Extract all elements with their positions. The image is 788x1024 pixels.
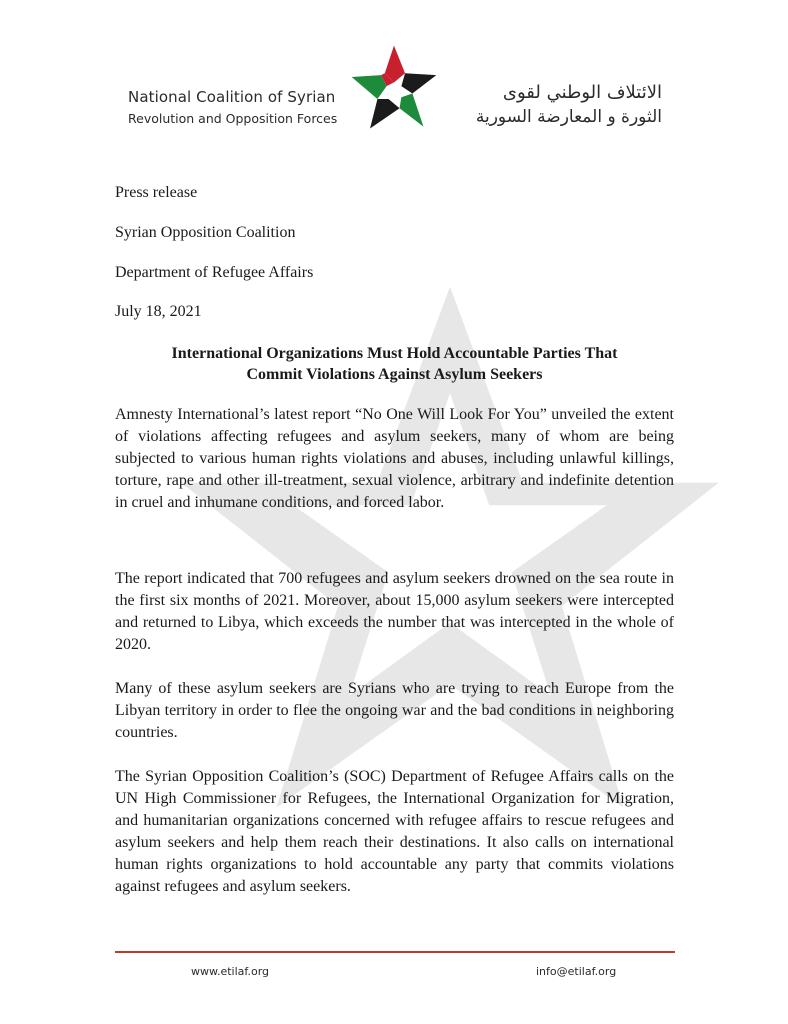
footer-website-link[interactable]: www.etilaf.org xyxy=(191,965,270,978)
issuing-organization: Syrian Opposition Coalition xyxy=(115,224,296,241)
issuing-department: Department of Refugee Affairs xyxy=(115,264,314,281)
document-type: Press release xyxy=(115,184,198,201)
org-name-english xyxy=(128,88,337,126)
headline-line1: International Organizations Must Hold Accountable Parties That xyxy=(171,345,618,362)
body-paragraph: Many of these asylum seekers are Syrians who are trying to reach Europe from the Libyan territory in order to flee the ongoing war and the bad conditions in neighboring countries. xyxy=(115,680,674,741)
release-date: July 18, 2021 xyxy=(115,303,202,320)
body-paragraph: The report indicated that 700 refugees and asylum seekers drowned on the sea route in the first six months of 2021. Moreover, about 15,000 asylum seekers were intercepted and returned to Libya, which exceeds the number that was intercepted in the whole of 2020. xyxy=(115,570,674,653)
footer-divider xyxy=(115,951,675,953)
body-paragraph: Amnesty International’s latest report “No One Will Look For You” unveiled the extent of violations affecting refugees and asylum seekers, many of whom are being subjected to various human rights violations and abuses, including unlawful killings, torture, rape and other ill-treatment, sexual violence, arbitrary and indefinite detention in cruel and inhumane conditions, and forced labor. xyxy=(115,406,674,511)
headline-line2: Commit Violations Against Asylum Seekers xyxy=(246,366,543,383)
org-name-arabic xyxy=(444,82,662,128)
headline xyxy=(115,343,674,385)
footer-email-link[interactable]: info@etilaf.org xyxy=(536,965,617,978)
org-name-english-line2: Revolution and Opposition Forces xyxy=(128,111,338,126)
org-name-english-line1: National Coalition of Syrian xyxy=(128,88,336,106)
org-name-arabic-line2: الثورة و المعارضة السورية xyxy=(475,107,662,127)
coalition-star-logo-icon xyxy=(348,42,440,134)
org-name-arabic-line1: الائتلاف الوطني لقوى xyxy=(502,82,662,103)
body-paragraph: The Syrian Opposition Coalition’s (SOC) Department of Refugee Affairs calls on the UN High Commissioner for Refugees, the International Organization for Migration, and humanitarian organizations concerned with refugee affairs to rescue refugees and asylum seekers and help them reach their destinations. It also calls on international human rights organizations to hold accountable any party that commits violations against refugees and asylum seekers. xyxy=(115,768,674,895)
